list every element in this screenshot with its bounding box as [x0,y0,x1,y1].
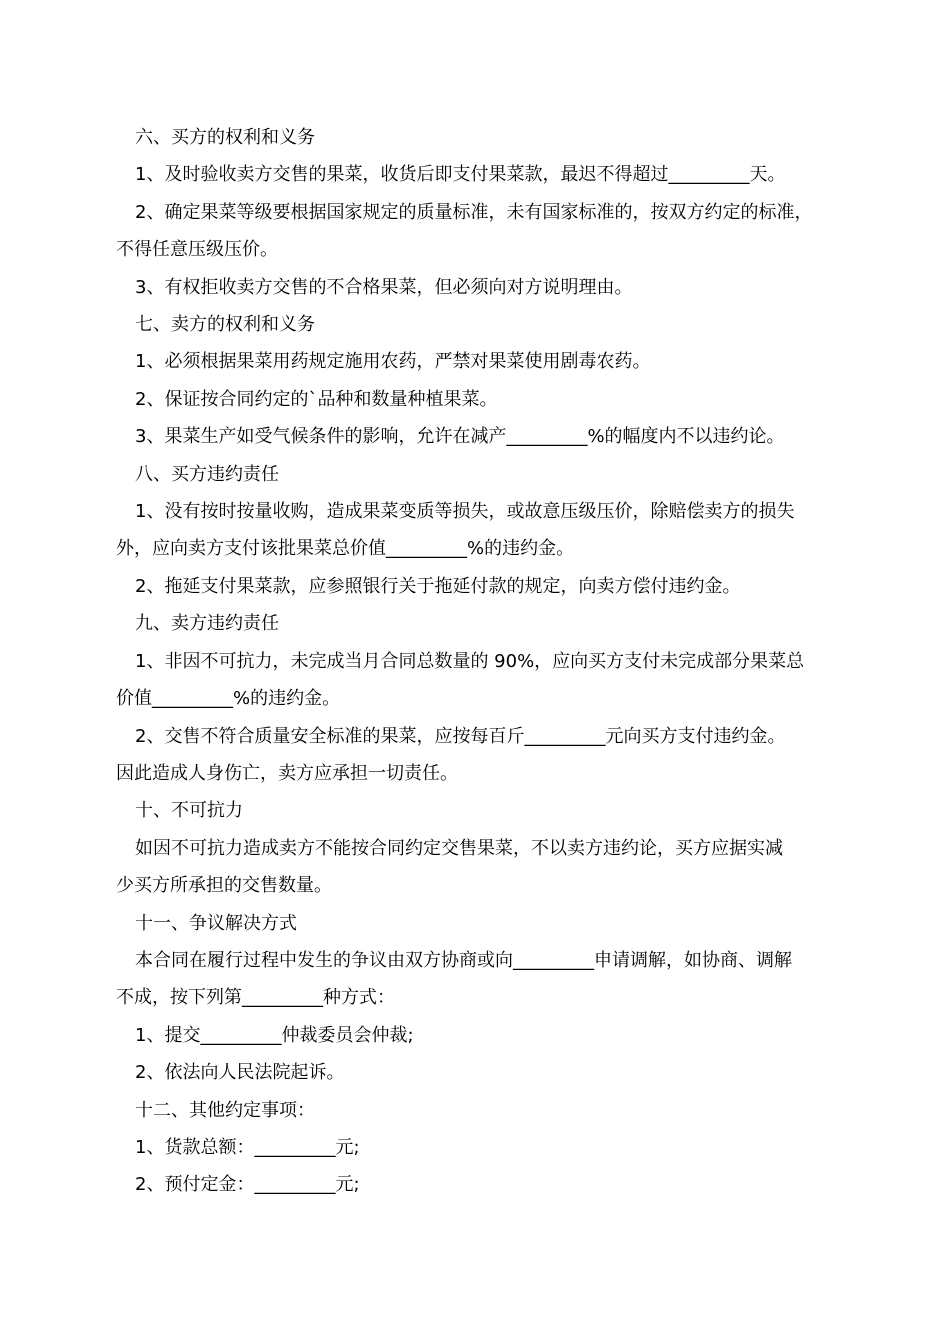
clause-11-3 [116,1054,850,1091]
clause-12-1 [116,1129,850,1166]
section-heading-dispute-resolution [116,905,850,942]
text-line: 六、买方的权利和义务 [135,127,315,148]
text-line: 2、拖延支付果菜款，应参照银行关于拖延付款的规定，向卖方偿付违约金。 [135,575,741,597]
text-line: 1、提交_________仲裁委员会仲裁; [135,1024,414,1046]
text-line: 本合同在履行过程中发生的争议由双方协商或向_________申请调解，如协商、调解 [135,949,792,971]
clause-9-1 [116,643,850,718]
text-line: 1、及时验收卖方交售的果菜，收货后即支付果菜款，最迟不得超过_________天。 [135,164,786,186]
clause-8-1 [116,493,850,568]
clause-11-2 [116,1017,850,1054]
section-heading-force-majeure [116,792,850,829]
text-line: 因此造成人身伤亡，卖方应承担一切责任。 [116,762,458,784]
clause-8-2 [116,568,850,605]
clause-12-2 [116,1166,850,1203]
text-line: 九、卖方违约责任 [135,613,279,635]
text-line: 少买方所承担的交售数量。 [116,875,332,897]
clause-10-1 [116,830,850,905]
section-heading-buyer-breach [116,456,850,493]
clause-6-3 [116,269,850,306]
text-line: 1、没有按时按量收购，造成果菜变质等损失，或故意压级压价，除赔偿卖方的损失 [135,501,795,523]
text-line: 2、交售不符合质量安全标准的果菜，应按每百斤_________元向买方支付违约金。 [135,725,786,747]
section-heading-other-terms [116,1092,850,1129]
clause-9-2 [116,718,850,793]
text-line: 3、果菜生产如受气候条件的影响，允许在减产_________%的幅度内不以违约论。 [135,426,785,448]
text-line: 十、不可抗力 [135,800,243,822]
clause-6-2 [116,194,850,269]
text-line: 价值_________%的违约金。 [116,688,341,710]
text-line: 七、卖方的权利和义务 [135,314,315,336]
clause-11-1 [116,942,850,1017]
clause-7-3 [116,418,850,455]
text-line: 1、非因不可抗力，未完成当月合同总数量的 90%，应向买方支付未完成部分果菜总 [135,650,805,672]
text-line: 八、买方违约责任 [135,463,279,485]
section-heading-seller-rights [116,306,850,343]
text-line: 2、依法向人民法院起诉。 [135,1062,345,1084]
text-line: 2、预付定金：_________元; [135,1174,360,1196]
clause-7-1 [116,343,850,380]
text-line: 2、确定果菜等级要根据国家规定的质量标准，未有国家标准的，按双方约定的标准， [135,201,813,223]
clause-7-2 [116,381,850,418]
clause-6-1 [116,156,850,193]
text-line: 不成，按下列第_________种方式： [116,987,395,1009]
text-line: 外，应向卖方支付该批果菜总价值_________%的违约金。 [116,538,575,560]
text-line: 不得任意压级压价。 [116,239,278,261]
document-body [116,119,850,1204]
text-line: 如因不可抗力造成卖方不能按合同约定交售果菜，不以卖方违约论，买方应据实减 [135,837,783,859]
text-line: 十二、其他约定事项： [135,1099,315,1121]
text-line: 2、保证按合同约定的`品种和数量种植果菜。 [135,388,498,410]
text-line: 十一、争议解决方式 [135,912,297,934]
text-line: 3、有权拒收卖方交售的不合格果菜，但必须向对方说明理由。 [135,276,633,298]
text-line: 1、货款总额：_________元; [135,1136,360,1158]
section-heading-buyer-rights [116,119,850,156]
text-line: 1、必须根据果菜用药规定施用农药，严禁对果菜使用剧毒农药。 [135,351,651,373]
section-heading-seller-breach [116,605,850,642]
